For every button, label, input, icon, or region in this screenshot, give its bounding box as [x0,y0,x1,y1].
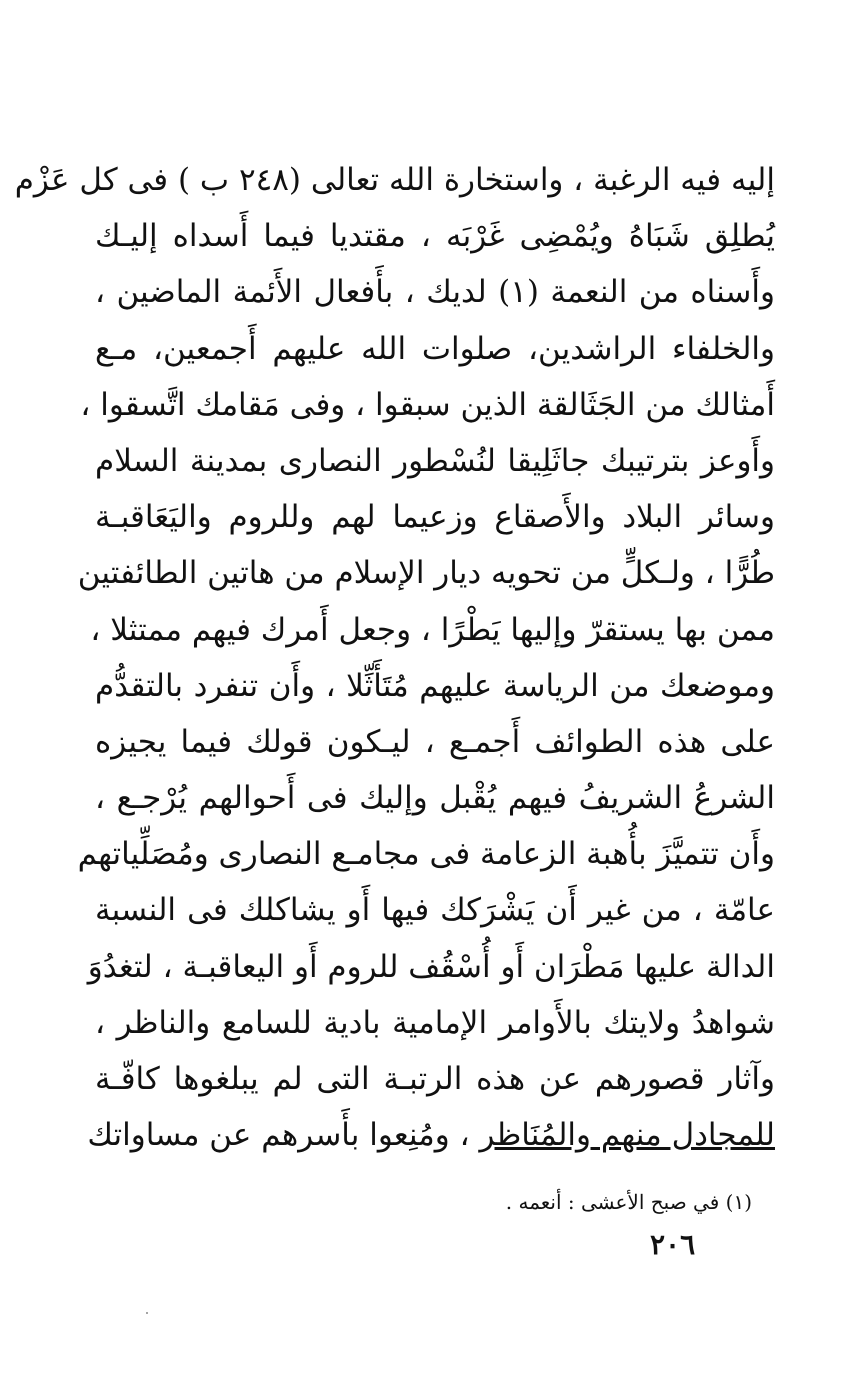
text-line-18-rest: ، ومُنِعوا بأَسرهم عن مساواتك [87,1117,480,1154]
text-line-1: إليه فيه الرغبة ، واستخارة الله تعالى (٢٤٨ ب ) فى كل عَزْم [14,162,775,198]
text-line-7: وسائر البلاد والأَصقاع وزعيما لهم وللروم واليَعَاقبـة [95,499,775,536]
underlined-phrase: للمجادل منهم والمُنَاظر [479,1117,775,1154]
page-number: ٢٠٦ [650,1228,696,1261]
print-speck [146,1312,148,1314]
footnote: (١) في صبح الأعشى : أنعمه . [505,1190,752,1214]
text-line-16: شواهدُ ولايتك بالأَوامر الإمامية بادية للسامع والناظر ، [95,1004,775,1041]
text-line-14: عامّة ، من غير أَن يَشْرَكك فيها أَو يشاكلك فى النسبة [95,892,775,929]
text-line-10: وموضعك من الرياسة عليهم مُتَأَثِّلا ، وأَن تنفرد بالتقدُّم [95,667,775,704]
text-line-18 [87,1107,775,1163]
text-line-2: يُطلِق شَبَاهُ ويُمْضِى غَرْبَه ، مقتديا فيما أَسداه إليـك [95,218,775,255]
text-line-4: والخلفاء الراشدين، صلوات الله عليهم أَجمعين، مـع [95,330,775,367]
text-line-11: على هذه الطوائف أَجمـع ، ليـكون قولك فيما يجيزه [95,723,775,760]
text-line-13: وأَن تتميَّزَ بأُهبة الزعامة فى مجامـع النصارى ومُصَلِّياتهم [77,836,775,873]
text-line-15: الدالة عليها مَطْرَان أَو أُسْقُف للروم أَو اليعاقبـة ، لتغدُوَ [87,948,775,985]
text-line-6: وأَوعز بترتيبك جاثَلِيقا لنُسْطور النصارى بمدينة السلام [95,442,775,479]
text-line-3: وأَسناه من النعمة (١) لديك ، بأَفعال الأَئمة الماضين ، [95,274,775,311]
text-line-17: وآثار قصورهم عن هذه الرتبـة التى لم يبلغوها كافّـة [95,1061,775,1097]
text-line-5: أَمثالك من الجَثَالقة الذين سبقوا ، وفى مَقامك اتَّسقوا ، [80,386,775,423]
body-text [14,152,775,1163]
text-line-9: ممن بها يستقرّ وإليها يَطْرًا ، وجعل أَمرك فيهم ممتثلا ، [90,611,775,648]
text-line-12: الشرعُ الشريفُ فيهم يُقْبل وإليك فى أَحوالهم يُرْجـع ، [95,780,775,817]
text-line-8: طُرًّا ، ولـكلٍّ من تحويه ديار الإسلام من هاتين الطائفتين [77,555,775,592]
